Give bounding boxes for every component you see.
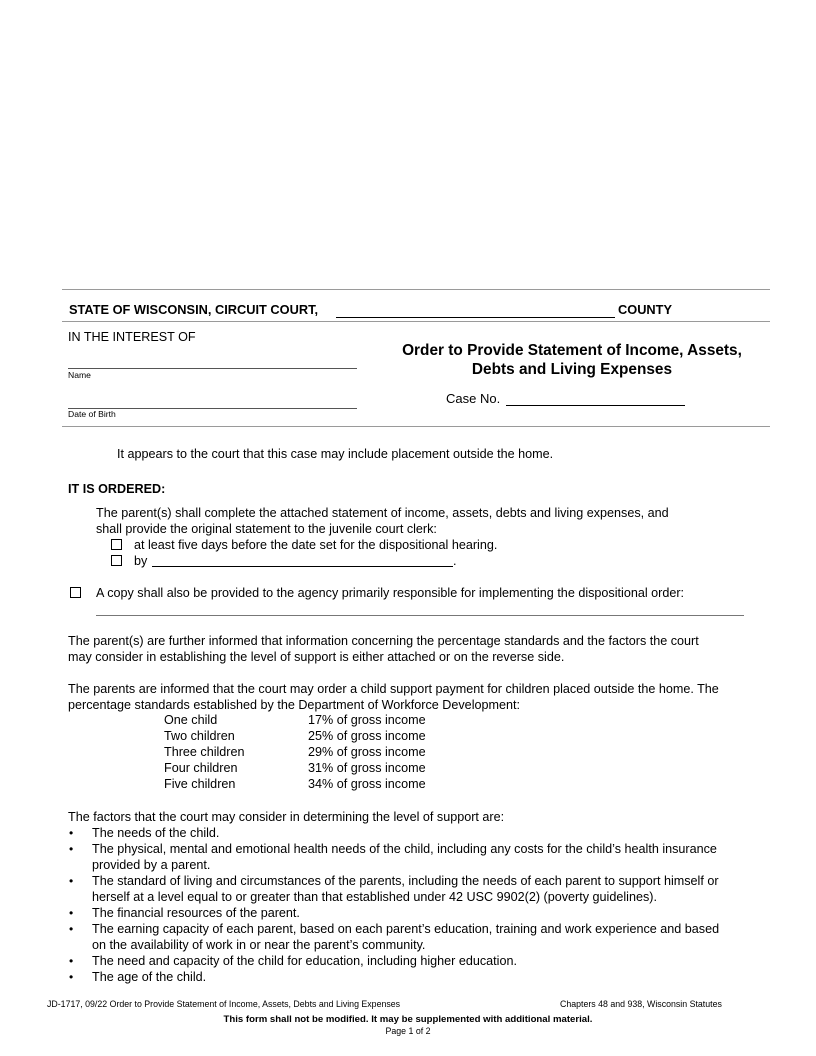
bullet-icon: • (69, 874, 74, 888)
in-interest-of-label: IN THE INTEREST OF (68, 330, 196, 344)
informed-para-2-line-2: percentage standards established by the Department of Workforce Development: (68, 698, 520, 712)
children-count: Two children (164, 729, 235, 743)
factor-line: The earning capacity of each parent, based on each parent’s education, training and work experience and based (92, 922, 720, 936)
factor-item (92, 841, 772, 873)
name-label: Name (68, 370, 91, 380)
form-title (372, 341, 772, 379)
factor-line: The age of the child. (92, 970, 207, 984)
informed-para-2-line-1: The parents are informed that the court may order a child support payment for children placed outside the home. The (68, 682, 719, 696)
agency-field[interactable] (96, 615, 744, 616)
percent-value: 31% of gross income (308, 761, 426, 775)
footer-form-id: JD-1717, 09/22 Order to Provide Statement of Income, Assets, Debts and Living Expenses (47, 999, 401, 1009)
county-field[interactable] (336, 317, 615, 318)
children-count: Four children (164, 761, 238, 775)
bullet-icon: • (69, 954, 74, 968)
copy-agency-label: A copy shall also be provided to the agency primarily responsible for implementing the dispositional order: (96, 586, 685, 600)
option-by-date-label: by (134, 554, 148, 568)
caption-top-rule (62, 289, 770, 290)
order-line-1: The parent(s) shall complete the attached statement of income, assets, debts and living expenses, and (96, 506, 669, 520)
factor-item (92, 969, 772, 985)
bullet-icon: • (69, 826, 74, 840)
factor-line: herself at a level equal to or greater than that established under 42 USC 9902(2) (poverty guidelines). (92, 890, 657, 904)
factor-item (92, 905, 772, 921)
factor-line: The need and capacity of the child for education, including higher education. (92, 954, 517, 968)
percent-value: 25% of gross income (308, 729, 426, 743)
by-date-period: . (453, 554, 457, 568)
factor-item (92, 921, 772, 953)
dob-label: Date of Birth (68, 409, 116, 419)
factor-line: The standard of living and circumstances of the parents, including the needs of each parent to support himself or (92, 874, 719, 888)
order-line-2: shall provide the original statement to the juvenile court clerk: (96, 522, 437, 536)
footer-page-number: Page 1 of 2 (385, 1026, 431, 1036)
option-by-date-checkbox[interactable] (111, 555, 122, 566)
factor-line: The needs of the child. (92, 826, 220, 840)
percent-value: 17% of gross income (308, 713, 426, 727)
county-label: COUNTY (618, 302, 673, 317)
court-prefix: STATE OF WISCONSIN, CIRCUIT COURT, (69, 302, 319, 317)
informed-para-1-line-1: The parent(s) are further informed that information concerning the percentage standards and the factors the court (68, 634, 699, 648)
percent-value: 34% of gross income (308, 777, 426, 791)
factor-line: The financial resources of the parent. (92, 906, 300, 920)
caption-bottom-rule (62, 426, 770, 427)
factor-line: provided by a parent. (92, 858, 211, 872)
footer-statutes: Chapters 48 and 938, Wisconsin Statutes (560, 999, 722, 1009)
caption-mid-rule (62, 321, 770, 322)
bullet-icon: • (69, 906, 74, 920)
percent-value: 29% of gross income (308, 745, 426, 759)
bullet-icon: • (69, 922, 74, 936)
by-date-field[interactable] (152, 566, 453, 567)
option-five-days-checkbox[interactable] (111, 539, 122, 550)
footer-notice: This form shall not be modified. It may be supplemented with additional material. (223, 1014, 593, 1025)
children-count: One child (164, 713, 218, 727)
copy-agency-checkbox[interactable] (70, 587, 81, 598)
case-no-field[interactable] (506, 405, 685, 406)
factor-line: The physical, mental and emotional health needs of the child, including any costs for the child’s health insurance (92, 842, 717, 856)
informed-para-1-line-2: may consider in establishing the level of support is either attached or on the reverse side. (68, 650, 565, 664)
children-count: Five children (164, 777, 236, 791)
factor-item (92, 873, 772, 905)
ordered-heading: IT IS ORDERED: (68, 482, 166, 496)
factor-item (92, 825, 772, 841)
form-title-line1: Order to Provide Statement of Income, Assets, (402, 342, 742, 359)
factor-item (92, 953, 772, 969)
case-no-label: Case No. (446, 391, 501, 406)
name-field[interactable] (68, 368, 357, 369)
form-title-line2: Debts and Living Expenses (471, 361, 673, 378)
bullet-icon: • (69, 842, 74, 856)
children-count: Three children (164, 745, 245, 759)
option-five-days-label: at least five days before the date set for the dispositional hearing. (134, 538, 498, 552)
appears-statement: It appears to the court that this case may include placement outside the home. (117, 447, 554, 461)
factor-line: on the availability of work in or near the parent’s community. (92, 938, 426, 952)
bullet-icon: • (69, 970, 74, 984)
factors-intro: The factors that the court may consider in determining the level of support are: (68, 810, 505, 824)
